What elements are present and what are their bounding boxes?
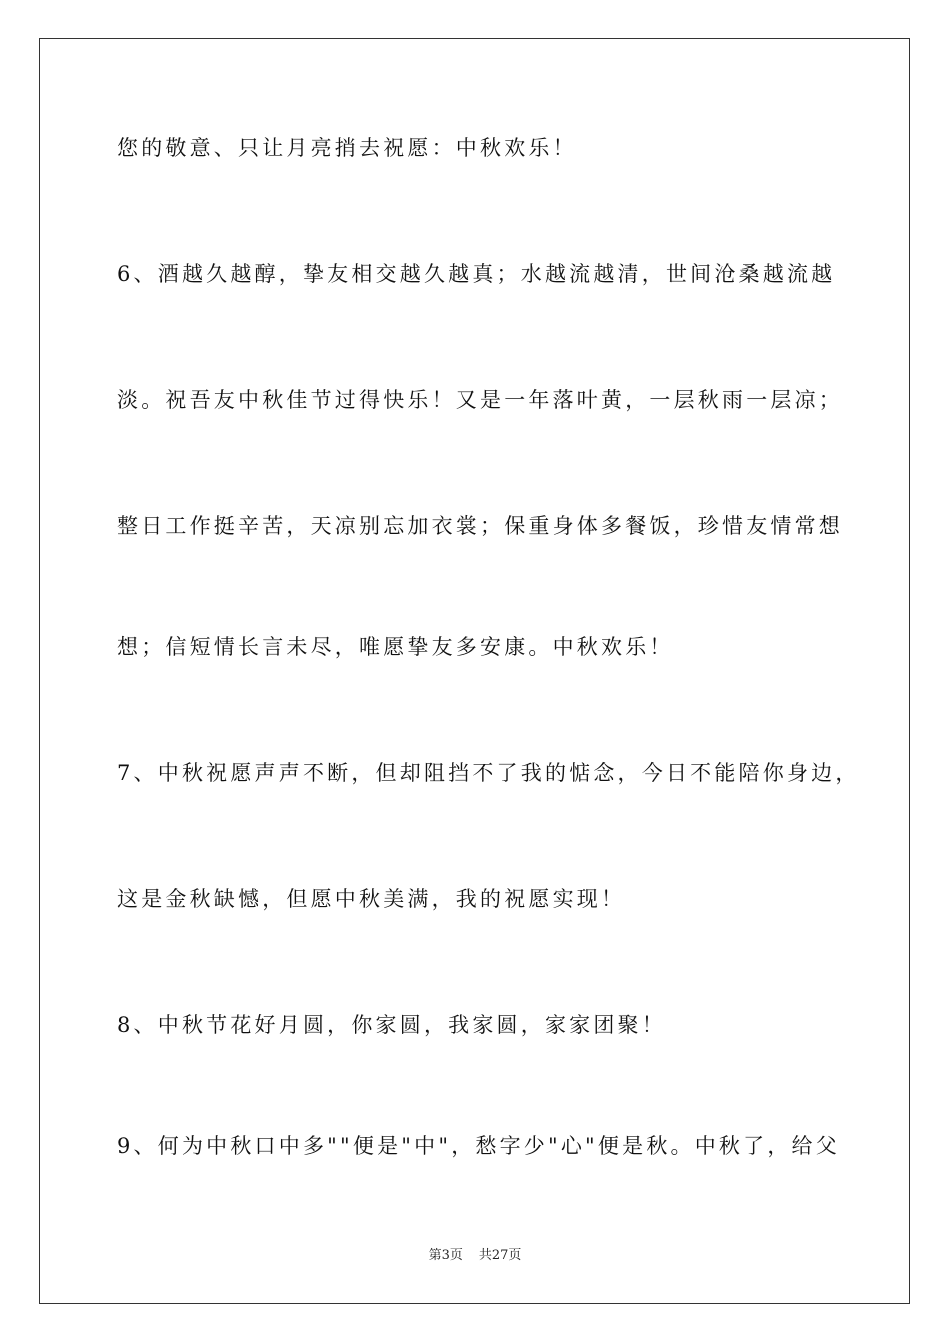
body-text-line: 您的敬意、只让月亮捎去祝愿：中秋欢乐！ <box>117 136 577 160</box>
body-text-line: 7、中秋祝愿声声不断，但却阻挡不了我的惦念，今日不能陪你身边， <box>117 761 860 785</box>
body-text-line: 整日工作挺辛苦，天凉别忘加衣裳；保重身体多餐饭，珍惜友情常想 <box>117 514 843 538</box>
body-text-line: 9、何为中秋口中多""便是"中"，愁字少"心"便是秋。中秋了，给父 <box>117 1134 840 1158</box>
body-text-line: 8、中秋节花好月圆，你家圆，我家圆，家家团聚！ <box>117 1013 666 1037</box>
page-number: 第3页 <box>428 1248 463 1263</box>
body-text-line: 想；信短情长言未尽，唯愿挚友多安康。中秋欢乐！ <box>117 635 674 659</box>
body-text-line: 这是金秋缺憾，但愿中秋美满，我的祝愿实现！ <box>117 887 626 911</box>
body-text-line: 淡。祝吾友中秋佳节过得快乐！又是一年落叶黄，一层秋雨一层凉； <box>117 388 843 412</box>
page-border <box>39 38 910 1304</box>
body-text-line: 6、酒越久越醇，挚友相交越久越真；水越流越清，世间沧桑越流越 <box>117 262 836 286</box>
total-pages: 共27页 <box>478 1248 522 1263</box>
page-footer <box>0 1247 950 1265</box>
